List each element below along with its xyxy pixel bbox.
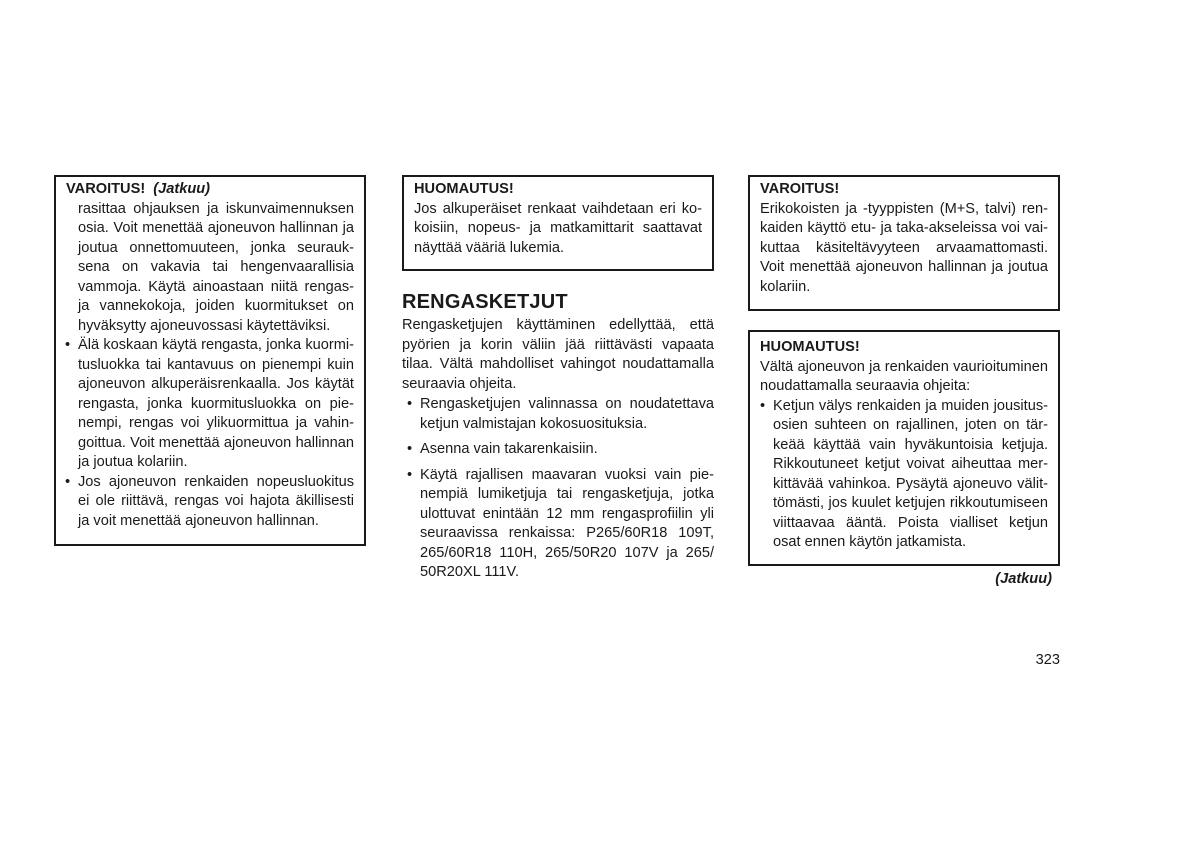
bullet-icon: •: [65, 337, 71, 353]
text-line: Erikokoisten ja -tyyppisten (M+S, talvi) ren-: [760, 200, 1048, 217]
text-line: nempi, rengas voi ylikuormittua ja vahin-: [78, 415, 354, 431]
list-item: [407, 395, 714, 434]
text-line: Rikkoutuneet ketjut voivat aiheuttaa mer-: [773, 456, 1048, 472]
text-line: ei ole riittävä, rengas voi hajota äkillisesti: [78, 493, 354, 509]
warning-box: [748, 175, 1060, 311]
warning-header: [66, 180, 354, 200]
text-line: hyväksytty ajoneuvossasi käytettäviksi.: [78, 317, 331, 334]
notice-title: HUOMAUTUS!: [414, 181, 514, 197]
notice-box-chains: [748, 330, 1060, 566]
text-line: • Käytä rajallisen maavaran vuoksi vain pie-: [420, 466, 714, 486]
text-line: sena on vakavia tai hengenvaarallisia: [78, 259, 354, 275]
text-line: ja voit menettää ajoneuvon hallinnan.: [78, 512, 319, 529]
continued-label: (Jatkuu): [153, 181, 211, 197]
text-line: seuraavissa renkaissa: P265/60R18 109T,: [420, 525, 714, 541]
text-line: Jos alkuperäiset renkaat vaihdetaan eri ko-: [414, 200, 702, 217]
text-line: näyttää vääriä lukemia.: [414, 239, 565, 256]
text-line: tusluokka tai kantavuus on pienempi kuin: [78, 356, 354, 373]
text-line: ulottuvat enintään 12 mm rengasprofiilin yli: [420, 505, 714, 522]
text-line: kittävää vahinkoa. Pysäytä ajoneuvo välit-: [773, 475, 1048, 492]
text-line: osia. Voit menettää ajoneuvon hallinnan ja: [78, 220, 354, 236]
bullet-icon: •: [65, 473, 71, 490]
page-number: 323: [1035, 652, 1060, 668]
text-line: tömästi, jos kuulet ketjujen rikkoutumiseen: [773, 495, 1048, 511]
list-item: [760, 397, 1048, 553]
bullet-icon: •: [760, 397, 766, 414]
text-line: koisiin, nopeus- ja matkamittarit saattavat: [414, 220, 702, 236]
text-line: kaiden käyttö etu- ja taka-akseleissa voi vai-: [760, 220, 1048, 236]
text-line: osat ennen käytön jatkamista.: [773, 534, 967, 550]
text-line: • Rengasketjujen valinnassa on noudatettava: [420, 395, 714, 415]
warning-box-continued: [54, 175, 366, 546]
bullet-icon: •: [407, 441, 413, 457]
warning-paragraph: [78, 200, 354, 337]
continued-marker: (Jatkuu): [995, 571, 1052, 587]
text-line: ketjun valmistajan kokosuosituksia.: [420, 415, 648, 432]
text-line: • Älä koskaan käytä rengasta, jonka kuormi-: [78, 336, 354, 356]
text-line: osien suhteen on rajallinen, joten on tär-: [773, 417, 1048, 433]
list-item: [407, 466, 714, 583]
list-item: [407, 440, 714, 460]
text-line: • Jos ajoneuvon renkaiden nopeusluokitus: [78, 473, 354, 493]
list-item: [65, 336, 354, 473]
list-item: [65, 473, 354, 532]
text-line: ja joutua kolariin.: [78, 454, 188, 470]
text-line: Voit menettää ajoneuvon hallinnan ja joutua: [760, 259, 1048, 275]
bullet-icon: •: [407, 466, 413, 483]
text-line: viittaavaa ääntä. Poista vialliset ketjun: [773, 514, 1048, 531]
bullet-icon: •: [407, 396, 413, 412]
text-line: kuttaa käsiteltävyyteen arvaamattomasti.: [760, 239, 1048, 256]
text-line: joutua onnettomuuteen, jonka seurauk-: [78, 239, 354, 256]
text-line: 50R20XL 111V.: [420, 564, 519, 580]
text-line: tilaa. Vältä mahdolliset vahingot noudattamalla: [402, 356, 714, 372]
notice-box: [402, 175, 714, 271]
notice-title: HUOMAUTUS!: [760, 339, 860, 355]
chain-bullet-list: [407, 395, 714, 583]
text-line: noudattamalla seuraavia ohjeita:: [760, 378, 971, 394]
text-line: ja vannekokoja, joiden kuormitukset on: [78, 298, 354, 314]
text-line: Vältä ajoneuvon ja renkaiden vaurioituminen: [760, 358, 1048, 375]
warning-title: VAROITUS!: [66, 181, 146, 197]
text-line: rasittaa ohjauksen ja iskunvaimennuksen: [78, 200, 354, 217]
text-line: pyörien ja korin väliin jää riittävästi vapaata: [402, 336, 714, 353]
text-line: • Asenna vain takarenkaisiin.: [420, 440, 714, 460]
text-line: kolariin.: [760, 278, 811, 295]
text-line: rengasta, jonka kuormitusluokka on pie-: [78, 395, 354, 412]
text-line: ajoneuvon alkuperäisrenkaalla. Jos käytät: [78, 376, 354, 392]
warning-title: VAROITUS!: [760, 181, 840, 197]
warning-bullet-list: [65, 336, 354, 531]
text-line: vammoja. Käytä ainoastaan niitä rengas-: [78, 278, 354, 295]
text-line: keää käyttää vain hyväkuntoisia ketjuja.: [773, 436, 1048, 453]
text-line: nempiä lumiketjuja tai rengasketjuja, jotka: [420, 486, 714, 502]
section-intro: [402, 316, 714, 394]
text-line: • Ketjun välys renkaiden ja muiden jousitus-: [773, 397, 1048, 417]
text-line: seuraavia ohjeita.: [402, 375, 517, 392]
text-line: 265/60R18 110H, 265/50R20 107V ja 265/: [420, 544, 714, 561]
section-heading: RENGASKETJUT: [402, 291, 568, 313]
text-line: Rengasketjujen käyttäminen edellyttää, että: [402, 317, 714, 333]
text-line: goittua. Voit menettää ajoneuvon hallinnan: [78, 434, 354, 451]
